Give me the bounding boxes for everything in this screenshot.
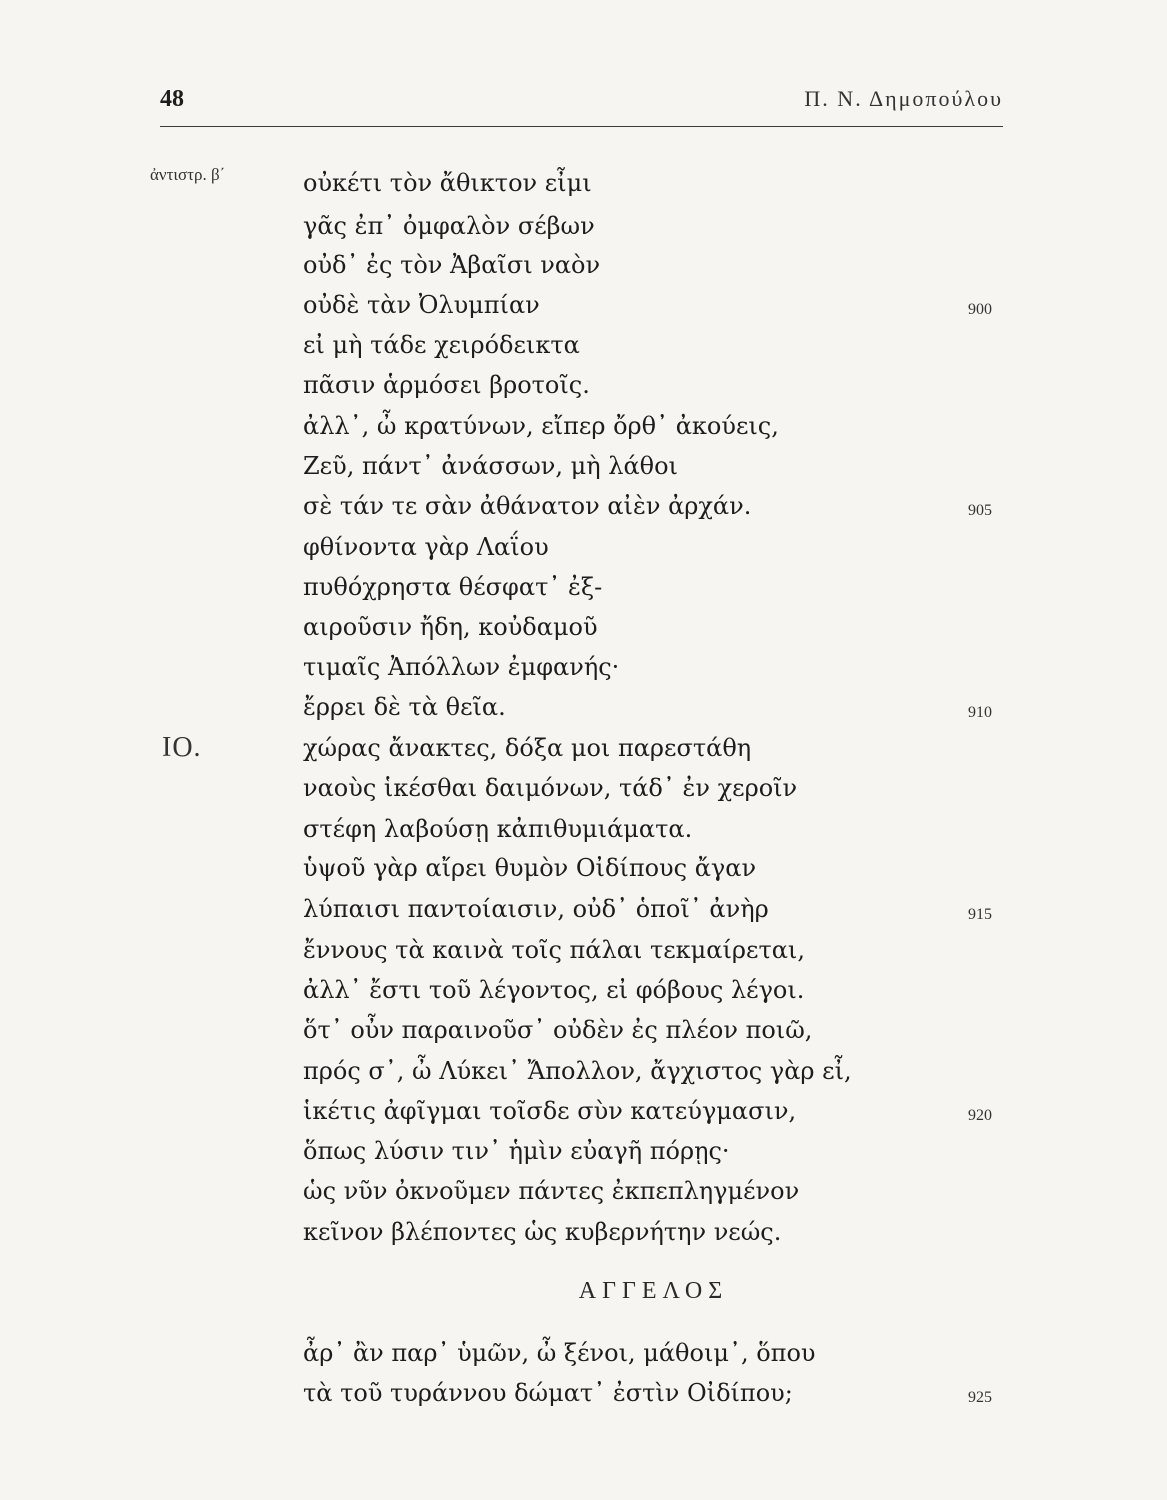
line-number: 915 (968, 906, 992, 923)
verse-line: αιροῦσιν ἤδη, κοὐδαμοῦ (303, 613, 598, 641)
verse-line: τὰ τοῦ τυράννου δώματ᾽ ἐστὶν Οἰδίπου; (303, 1379, 793, 1407)
verse-line: ἆρ᾽ ἂν παρ᾽ ὑμῶν, ὦ ξένοι, μάθοιμ᾽, ὅπου (303, 1339, 816, 1367)
verse-line: ὡς νῦν ὀκνοῦμεν πάντες ἐκπεπληγμένον (303, 1177, 800, 1205)
verse-line: πᾶσιν ἁρμόσει βροτοῖς. (303, 371, 590, 399)
verse-line: οὐδ᾽ ἐς τὸν Ἀβαῖσι ναὸν (303, 251, 601, 279)
page-number: 48 (160, 86, 184, 112)
page-header (160, 86, 1003, 127)
verse-line: κεῖνον βλέποντες ὡς κυβερνήτην νεώς. (303, 1218, 782, 1246)
line-number: 910 (968, 704, 992, 721)
verse-line: ἱκέτις ἀφῖγμαι τοῖσδε σὺν κατεύγμασιν, (303, 1097, 797, 1125)
verse-line: ὑψοῦ γὰρ αἴρει θυμὸν Οἰδίπους ἄγαν (303, 854, 757, 882)
verse-line: οὐκέτι τὸν ἄθικτον εἶμι (303, 169, 592, 197)
speaker-heading-angelos: ΑΓΓΕΛΟΣ (578, 1278, 729, 1304)
antistrophe-label: ἀντιστρ. β΄ (150, 165, 226, 184)
verse-line: ὅτ᾽ οὖν παραινοῦσ᾽ οὐδὲν ἐς πλέον ποιῶ, (303, 1016, 813, 1044)
verse-line: πρός σ᾽, ὦ Λύκει᾽ Ἄπολλον, ἄγχιστος γὰρ εἶ, (303, 1057, 852, 1085)
verse-line: ἀλλ᾽ ἔστι τοῦ λέγοντος, εἰ φόβους λέγοι. (303, 976, 805, 1004)
verse-line: οὐδὲ τὰν Ὀλυμπίαν (303, 291, 540, 319)
verse-line: σὲ τάν τε σὰν ἀθάνατον αἰὲν ἀρχάν. (303, 492, 752, 520)
verse-line: λύπαισι παντοίαισιν, οὐδ᾽ ὁποῖ᾽ ἀνὴρ (303, 895, 769, 923)
verse-line: ὅπως λύσιν τιν᾽ ἡμὶν εὐαγῆ πόρῃς· (303, 1137, 730, 1165)
verse-line: ἔρρει δὲ τὰ θεῖα. (303, 693, 506, 721)
speaker-label-io: ΙΟ. (162, 732, 202, 763)
verse-line: γᾶς ἐπ᾽ ὀμφαλὸν σέβων (303, 212, 595, 240)
line-number: 925 (968, 1389, 992, 1406)
verse-line: Ζεῦ, πάντ᾽ ἀνάσσων, μὴ λάθοι (303, 452, 678, 480)
line-number: 905 (968, 502, 992, 519)
verse-line: πυθόχρηστα θέσφατ᾽ ἐξ- (303, 573, 603, 601)
verse-line: ἀλλ᾽, ὦ κρατύνων, εἴπερ ὄρθ᾽ ἀκούεις, (303, 412, 779, 440)
line-number: 920 (968, 1107, 992, 1124)
verse-line: στέφη λαβούσῃ κἀπιθυμιάματα. (303, 815, 693, 843)
verse-line: εἰ μὴ τάδε χειρόδεικτα (303, 331, 580, 359)
running-head: Π. Ν. Δημοπούλου (804, 86, 1003, 111)
verse-line: φθίνοντα γὰρ Λαΐου (303, 533, 549, 561)
line-number: 900 (968, 301, 992, 318)
verse-line: τιμαῖς Ἀπόλλων ἐμφανής· (303, 653, 620, 681)
verse-line: ναοὺς ἱκέσθαι δαιμόνων, τάδ᾽ ἐν χεροῖν (303, 774, 798, 802)
verse-line: ἔννους τὰ καινὰ τοῖς πάλαι τεκμαίρεται, (303, 936, 805, 964)
verse-line: χώρας ἄνακτες, δόξα μοι παρεστάθη (303, 734, 752, 762)
